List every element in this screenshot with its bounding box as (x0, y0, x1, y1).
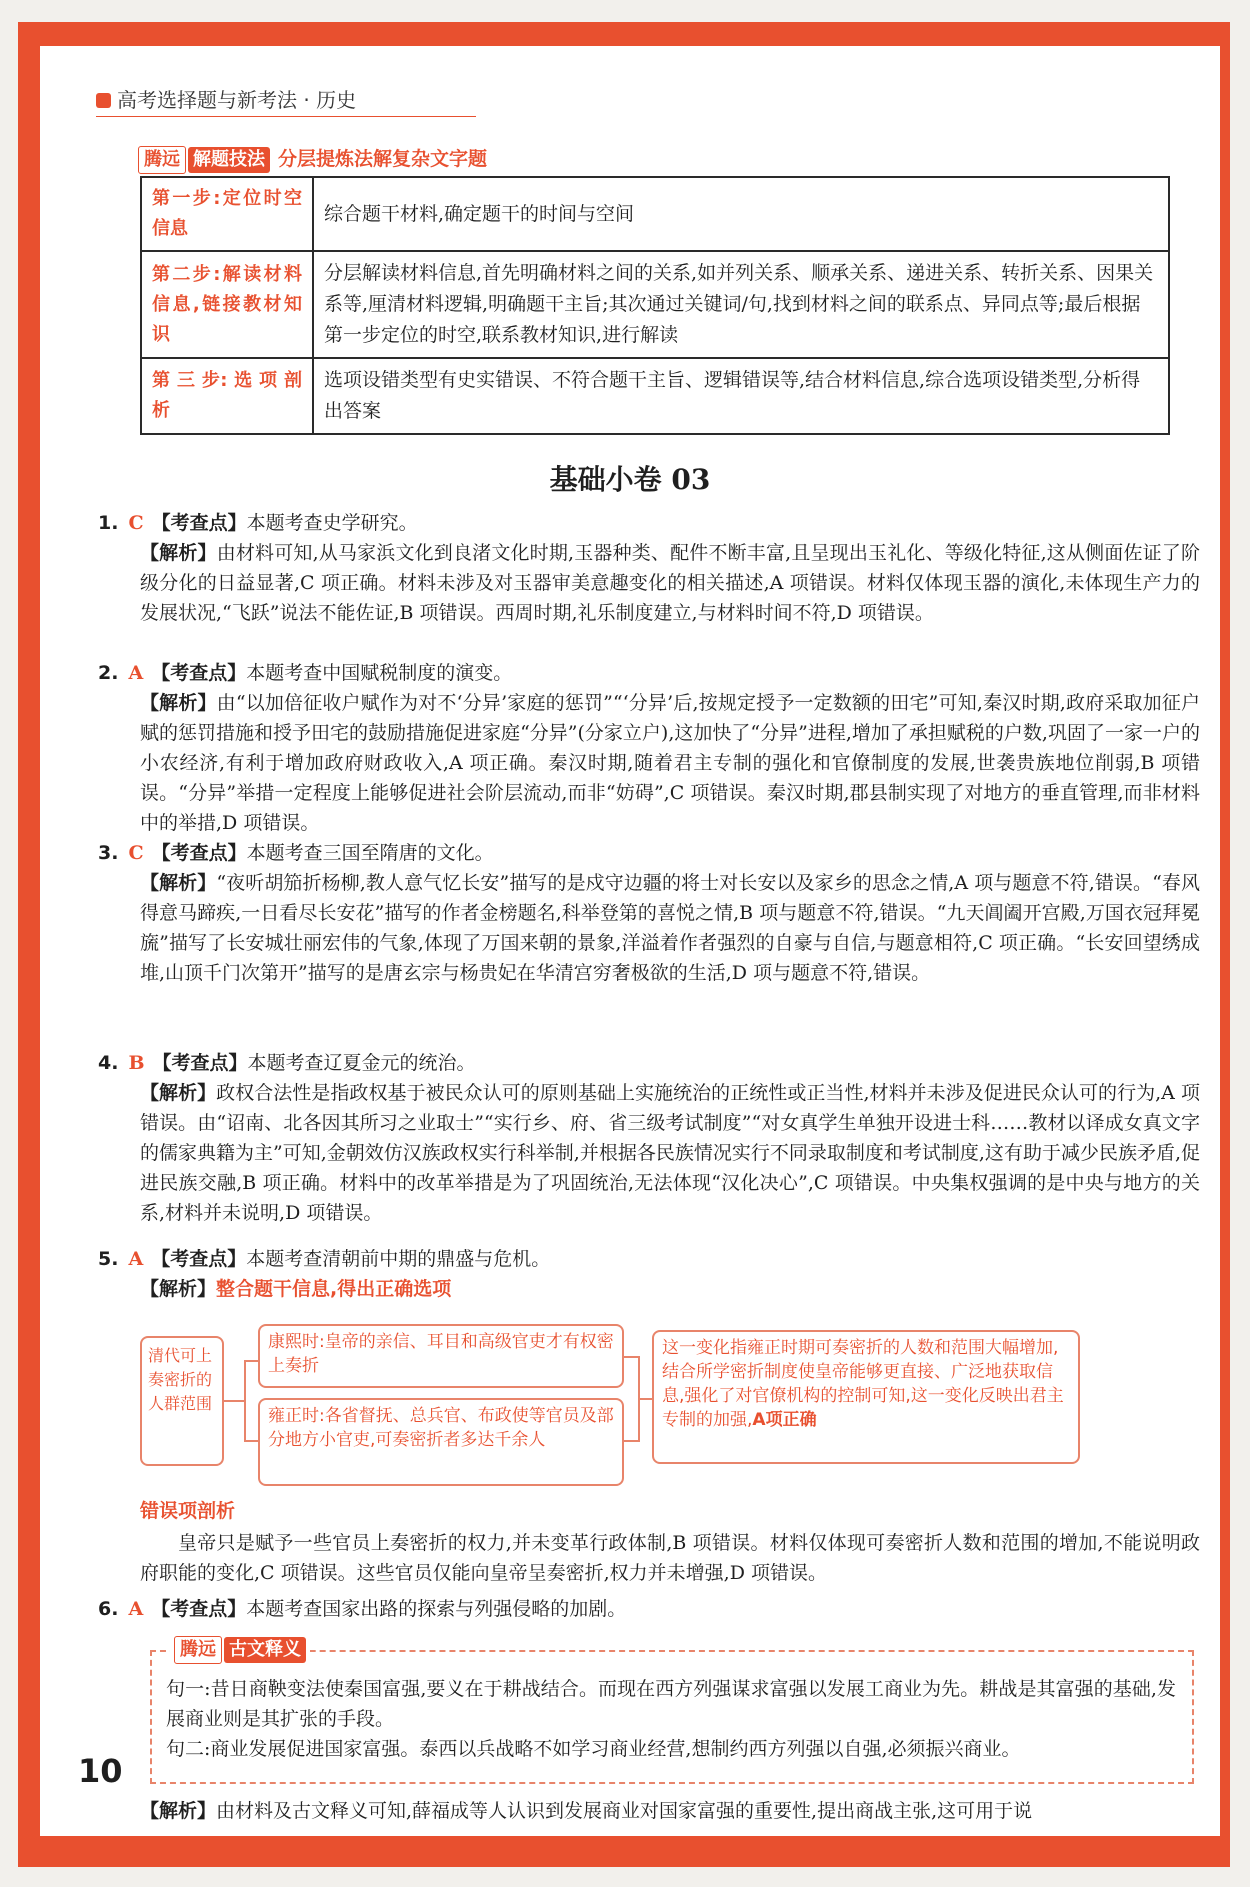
question-1-head (98, 508, 418, 538)
kao-text: 本题考查史学研究。 (246, 512, 418, 534)
page-frame (18, 22, 1230, 1867)
question-number: 3. (98, 842, 119, 864)
answer-letter: B (128, 1052, 145, 1074)
kao-text: 本题考查中国赋税制度的演变。 (246, 662, 513, 684)
diagram-connector (624, 1440, 638, 1442)
diagram-connector (638, 1398, 652, 1400)
question-number: 2. (98, 662, 119, 684)
kao-label: 【考查点】 (151, 662, 247, 684)
err-title: 错误项剖析 (140, 1500, 236, 1522)
question-number: 4. (98, 1052, 119, 1074)
table-row (141, 251, 1169, 358)
answer-letter: A (128, 1598, 144, 1620)
jx-text: 由材料及古文释义可知,薛福成等人认识到发展商业对国家富强的重要性,提出商战主张,这可用于说 (216, 1800, 1033, 1822)
jx-text: “夜听胡笳折杨柳,教人意气忆长安”描写的是戍守边疆的将士对长安以及家乡的思念之情,A 项与题意不符,错误。“春风得意马蹄疾,一日看尽长安花”描写的作者金榜题名,科举登第的喜悦之情,B 项与题意不符,错误。“九天阊阖开宫殿,万国衣冠拜冕旒”描写了长安城壮丽宏伟的气象,体现了万国来朝的景象,洋溢着作者强烈的自豪与自信,与题意相符,C 项正确。“长安回望绣成堆,山顶千门次第开”描写的是唐玄宗与杨贵妃在华清宫穷奢极欲的生活,D 项与题意不符,错误。 (140, 872, 1200, 984)
brand-tag: 腾远 (174, 1636, 222, 1664)
kao-label: 【考查点】 (151, 512, 247, 534)
jx-label: 【解析】 (140, 542, 217, 564)
step-value: 选项设错类型有史实错误、不符合题干主旨、逻辑错误等,结合材料信息,综合选项设错类型,分析得出答案 (313, 358, 1169, 434)
diagram-connector (624, 1356, 638, 1358)
question-3-head (98, 838, 494, 868)
question-1-analysis (140, 538, 1200, 628)
error-analysis-text: 皇帝只是赋予一些官员上奏密折的权力,并未变革行政体制,B 项错误。材料仅体现可奏密折人数和范围的增加,不能说明政府职能的变化,C 项错误。这些官员仅能向皇帝呈奏密折,权力并未增强,D 项错误。 (140, 1532, 1200, 1584)
step-key: 第 三 步: 选 项 剖析 (141, 358, 313, 434)
page-number: 10 (78, 1752, 123, 1790)
tip-heading (138, 144, 487, 174)
jx-text: 政权合法性是指政权基于被民众认可的原则基础上实施统治的正统性或正当性,材料并未涉及促进民众认可的行为,A 项错误。由“诏南、北各因其所习之业取士”“实行乡、府、省三级考试制度”“对女真学生单独开设进士科……教材以译成女真文字的儒家典籍为主”可知,金朝效仿汉族政权实行科举制,并根据各民族情况实行不同录取制度和考试制度,这有助于减少民族矛盾,促进民族交融,B 项正确。材料中的改革举措是为了巩固统治,无法体现“汉化决心”,C 项错误。中央集权强调的是中央与地方的关系,材料并未说明,D 项错误。 (140, 1082, 1200, 1224)
gloss-line-2: 句二:商业发展促进国家富强。泰西以兵战略不如学习商业经营,想制约西方列强以自强,必须振兴商业。 (166, 1738, 1021, 1760)
gloss-line-1: 句一:昔日商鞅变法使秦国富强,要义在于耕战结合。而现在西方列强谋求富强以发展工商业为先。耕战是其富强的基础,发展商业则是其扩张的手段。 (166, 1678, 1176, 1730)
jx-label: 【解析】 (140, 1800, 217, 1822)
page-paper (40, 46, 1220, 1836)
question-3-analysis (140, 868, 1200, 988)
diagram-right-box (652, 1330, 1080, 1464)
header-title: 高考选择题与新考法 · 历史 (117, 88, 357, 112)
kao-label: 【考查点】 (151, 842, 247, 864)
jx-label: 【解析】 (140, 1082, 217, 1104)
question-number: 5. (98, 1248, 119, 1270)
step-key: 第二步:解读材料信息,链接教材知识 (141, 251, 313, 358)
step-value: 分层解读材料信息,首先明确材料之间的关系,如并列关系、顺承关系、递进关系、转折关系、因果关系等,厘清材料逻辑,明确题干主旨;其次通过关键词/句,找到材料之间的联系点、异同点等;最后根据第一步定位的时空,联系教材知识,进行解读 (313, 251, 1169, 358)
error-analysis-title (140, 1496, 235, 1526)
tip-tag: 解题技法 (188, 147, 270, 173)
header-mark-icon (96, 93, 111, 108)
diagram-right-conclusion: A项正确 (752, 1410, 817, 1430)
kao-text: 本题考查辽夏金元的统治。 (247, 1052, 476, 1074)
diagram-kangxi-box: 康熙时:皇帝的亲信、耳目和高级官吏才有权密上奏折 (258, 1324, 624, 1388)
diagram-connector (224, 1400, 244, 1402)
gloss-tag: 古文释义 (224, 1637, 306, 1663)
diagram-connector (244, 1360, 258, 1362)
question-4-head (98, 1048, 476, 1078)
header-rule (96, 116, 476, 117)
step-key: 第一步:定位时空信息 (141, 177, 313, 251)
question-6-analysis (140, 1796, 1200, 1826)
kao-label: 【考查点】 (151, 1248, 247, 1270)
question-2-head (98, 658, 512, 688)
diagram-right-text: 这一变化指雍正时期可奏密折的人数和范围大幅增加,结合所学密折制度使皇帝能够更直接、广泛地获取信息,强化了对官僚机构的控制可知,这一变化反映出君主专制的加强, (662, 1338, 1064, 1430)
diagram-yongzheng-box: 雍正时:各省督抚、总兵官、布政使等官员及部分地方小官吏,可奏密折者多达千余人 (258, 1398, 624, 1486)
question-number: 1. (98, 512, 119, 534)
kao-label: 【考查点】 (151, 1598, 247, 1620)
brand-tag: 腾远 (138, 146, 186, 174)
question-4-analysis (140, 1078, 1200, 1228)
question-6-head (98, 1594, 626, 1624)
answer-letter: C (128, 512, 144, 534)
tip-subtitle: 分层提炼法解复杂文字题 (278, 148, 488, 170)
answer-letter: A (128, 1248, 144, 1270)
kao-label: 【考查点】 (152, 1052, 248, 1074)
diagram-connector (244, 1440, 258, 1442)
jx-text: 由材料可知,从马家浜文化到良渚文化时期,玉器种类、配件不断丰富,且呈现出玉礼化、等级化特征,这从侧面佐证了阶级分化的日益显著,C 项正确。材料未涉及对玉器审美意趣变化的相关描述,A 项错误。材料仅体现玉器的演化,未体现生产力的发展状况,“飞跃”说法不能佐证,B 项错误。西周时期,礼乐制度建立,与材料时间不符,D 项错误。 (140, 542, 1200, 624)
steps-table (140, 176, 1170, 435)
diagram-connector (244, 1360, 246, 1442)
jx-label: 【解析】 (140, 1278, 217, 1300)
kao-text: 本题考查国家出路的探索与列强侵略的加剧。 (246, 1598, 627, 1620)
question-number: 6. (98, 1598, 119, 1620)
running-header (96, 84, 356, 113)
answer-letter: C (128, 842, 144, 864)
table-row (141, 177, 1169, 251)
step-value: 综合题干材料,确定题干的时间与空间 (313, 177, 1169, 251)
table-row (141, 358, 1169, 434)
jx-text: 由“以加倍征收户赋作为对不‘分异’家庭的惩罚”“‘分异’后,按规定授予一定数额的田宅”可知,秦汉时期,政府采取加征户赋的惩罚措施和授予田宅的鼓励措施促进家庭“分异”(分家立户),这加快了“分异”进程,增加了承担赋税的户数,巩固了一家一户的小农经济,有利于增加政府财政收入,A 项正确。秦汉时期,随着君主专制的强化和官僚制度的发展,世袭贵族地位削弱,B 项错误。“分异”举措一定程度上能够促进社会阶层流动,而非“妨碍”,C 项错误。秦汉时期,郡县制实现了对地方的垂直管理,而非材料中的举措,D 项错误。 (140, 692, 1200, 834)
kao-text: 本题考查三国至隋唐的文化。 (246, 842, 494, 864)
question-2-analysis (140, 688, 1200, 838)
question-5-analysis-head (140, 1274, 451, 1304)
diagram-left-box: 清代可上奏密折的人群范围 (140, 1336, 224, 1466)
gloss-heading (170, 1636, 310, 1664)
jx-heading: 整合题干信息,得出正确选项 (216, 1278, 452, 1300)
answer-letter: A (128, 662, 144, 684)
question-5-head (98, 1244, 550, 1274)
jx-label: 【解析】 (140, 872, 217, 894)
kao-text: 本题考查清朝前中期的鼎盛与危机。 (246, 1248, 551, 1270)
jx-label: 【解析】 (140, 692, 217, 714)
section-title: 基础小卷 03 (549, 463, 711, 496)
